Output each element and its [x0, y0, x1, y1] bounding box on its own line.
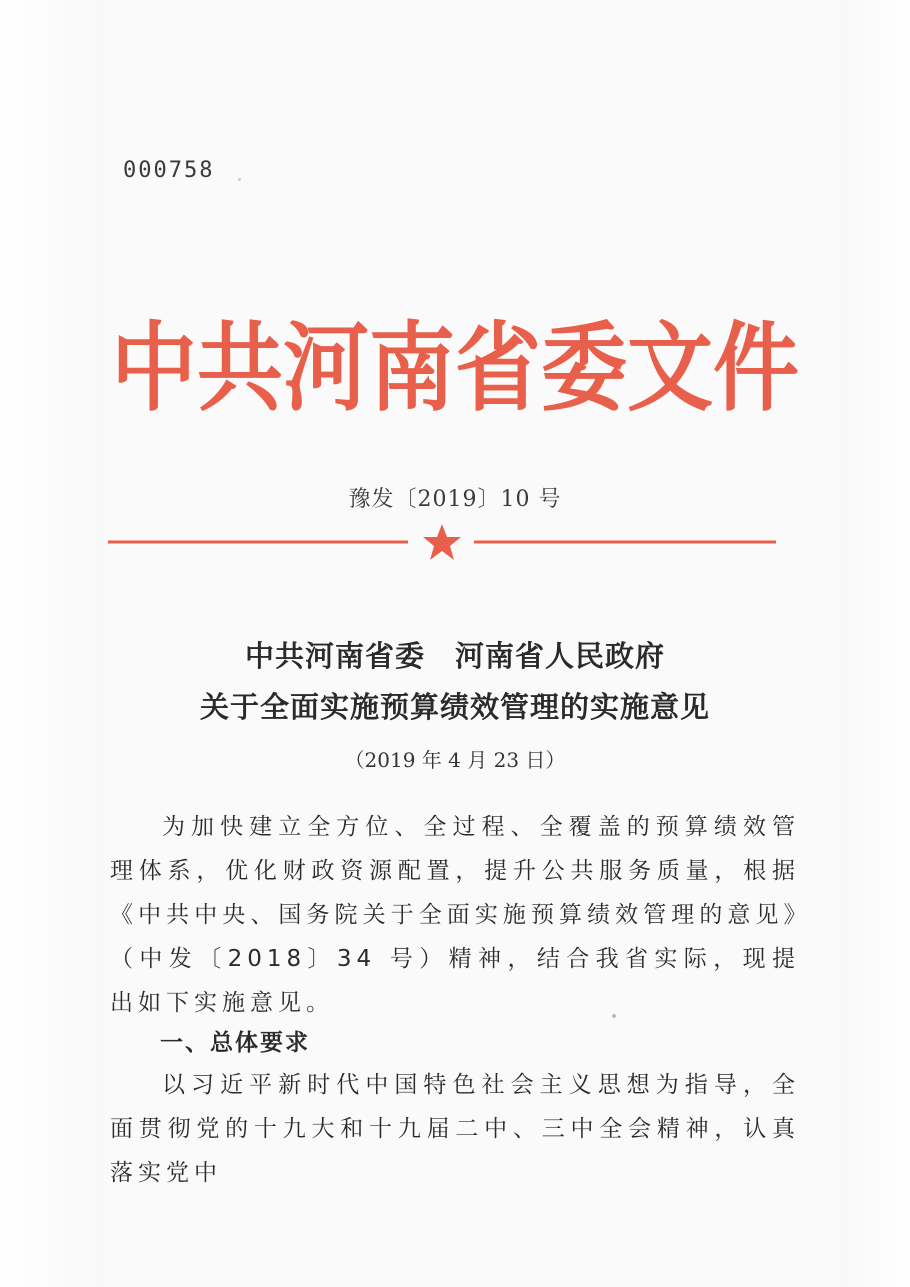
star-icon [423, 524, 461, 560]
masthead-title: 中共河南省委文件 [111, 313, 799, 426]
document-number: 豫发〔2019〕10 号 [348, 487, 562, 512]
section-heading-1: 一、总体要求 [160, 1030, 310, 1056]
document-date: （2019 年 4 月 23 日） [344, 748, 566, 772]
serial-number: 000758 [123, 158, 215, 183]
paragraph-intro: 为加快建立全方位、全过程、全覆盖的预算绩效管理体系，优化财政资源配置，提升公共服务质量，根据《中共中央、国务院关于全面实施预算绩效管理的意见》（中发〔2018〕34 号）精神，结合我省实际，现提出如下实施意见。 [110, 814, 800, 1016]
document-title-line1: 中共河南省委 河南省人民政府 [244, 639, 665, 673]
document-title-line2: 关于全面实施预算绩效管理的实施意见 [199, 690, 710, 724]
scan-speck [238, 178, 241, 181]
red-divider [108, 522, 776, 562]
scan-speck [612, 1014, 616, 1018]
paragraph-general-requirements: 以习近平新时代中国特色社会主义思想为指导，全面贯彻党的十九大和十九届二中、三中全会精神，认真落实党中 [110, 1072, 800, 1186]
